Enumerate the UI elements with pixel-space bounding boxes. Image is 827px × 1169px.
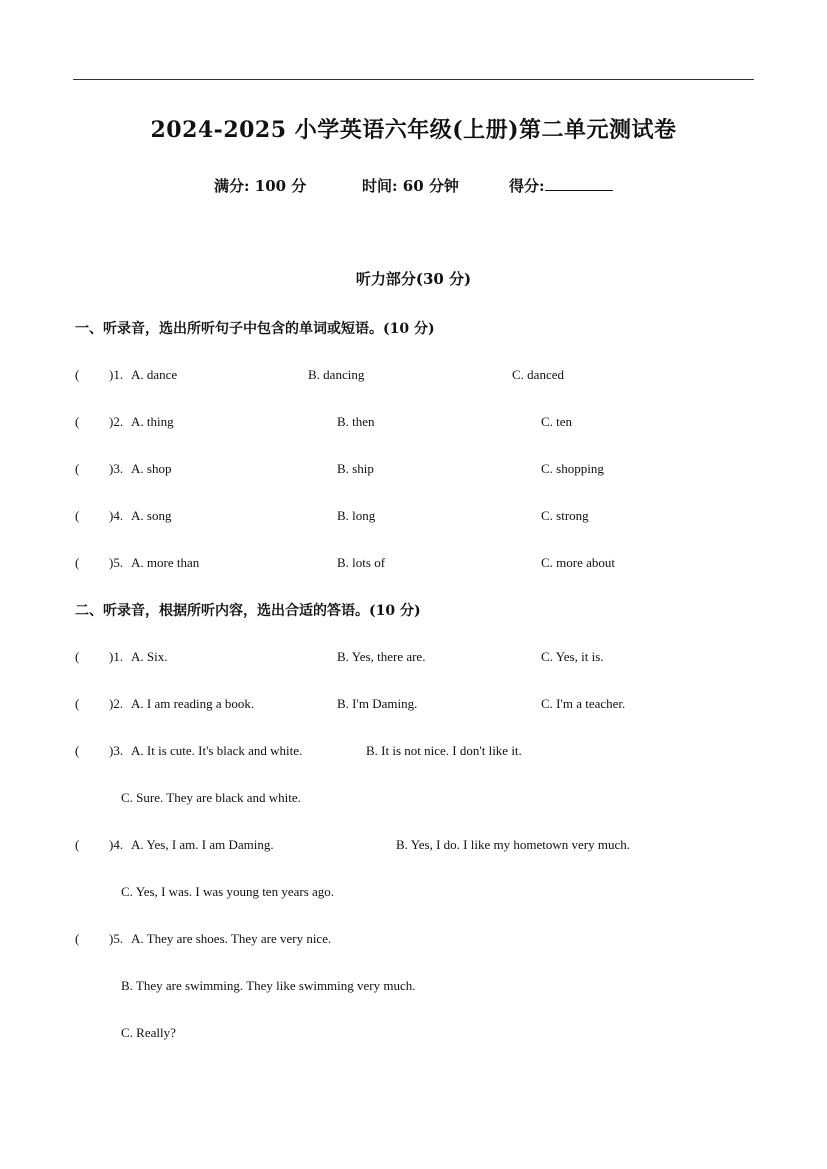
answer-paren[interactable]: ( [75, 743, 80, 758]
section-1-heading: 一、听录音，选出所听句子中包含的单词或短语。(10 分) [75, 321, 435, 337]
answer-paren[interactable]: ( [75, 461, 80, 476]
answer-paren[interactable]: ( [75, 367, 80, 382]
answer-paren[interactable]: ( [75, 931, 80, 946]
option-b: B. then [337, 414, 375, 429]
answer-paren[interactable]: ( [75, 649, 80, 664]
score-label: 得分: [509, 177, 545, 195]
question-number: )1. [109, 649, 124, 664]
option-a: A. They are shoes. They are very nice. [131, 931, 332, 946]
question-number: )1. [109, 367, 124, 382]
option-a: A. Six. [131, 649, 168, 664]
option-a: A. more than [131, 555, 200, 570]
option-b: B. They are swimming. They like swimming very much. [121, 978, 416, 993]
option-a: A. It is cute. It's black and white. [131, 743, 303, 758]
option-c: C. I'm a teacher. [541, 696, 626, 711]
option-a: A. thing [131, 414, 174, 429]
option-b: B. long [337, 508, 376, 523]
score-field [509, 175, 613, 196]
question-number: )4. [109, 508, 124, 523]
full-score: 满分: 100 分 [214, 177, 307, 195]
option-c: C. Yes, I was. I was young ten years ago. [121, 884, 335, 899]
section-2-heading: 二、听录音，根据所听内容，选出合适的答语。(10 分) [75, 603, 421, 619]
option-c: C. Really? [121, 1025, 176, 1040]
option-b: B. ship [337, 461, 374, 476]
page-title: 2024-2025 小学英语六年级(上册)第二单元测试卷 [150, 117, 677, 143]
option-a: A. song [131, 508, 172, 523]
option-b: B. It is not nice. I don't like it. [366, 743, 522, 758]
question-number: )2. [109, 414, 124, 429]
option-c: C. more about [541, 555, 616, 570]
part-title: 听力部分(30 分) [355, 270, 472, 288]
question-number: )3. [109, 743, 124, 758]
question-number: )5. [109, 931, 124, 946]
question-number: )4. [109, 837, 124, 852]
option-b: B. Yes, I do. I like my hometown very much. [396, 837, 630, 852]
option-c: C. Yes, it is. [541, 649, 604, 664]
option-a: A. dance [131, 367, 178, 382]
option-b: B. Yes, there are. [337, 649, 426, 664]
question-number: )3. [109, 461, 124, 476]
option-a: A. Yes, I am. I am Daming. [131, 837, 274, 852]
answer-paren[interactable]: ( [75, 414, 80, 429]
answer-paren[interactable]: ( [75, 555, 80, 570]
question-number: )5. [109, 555, 124, 570]
option-c: C. ten [541, 414, 573, 429]
answer-paren[interactable]: ( [75, 508, 80, 523]
option-b: B. dancing [308, 367, 365, 382]
option-c: C. strong [541, 508, 589, 523]
option-b: B. lots of [337, 555, 386, 570]
top-rule [73, 79, 754, 80]
option-a: A. I am reading a book. [131, 696, 255, 711]
time-limit: 时间: 60 分钟 [362, 177, 459, 195]
question-number: )2. [109, 696, 124, 711]
option-b: B. I'm Daming. [337, 696, 418, 711]
answer-paren[interactable]: ( [75, 696, 80, 711]
option-c: C. Sure. They are black and white. [121, 790, 301, 805]
option-a: A. shop [131, 461, 172, 476]
score-blank[interactable] [545, 176, 613, 191]
option-c: C. shopping [541, 461, 604, 476]
option-c: C. danced [512, 367, 564, 382]
answer-paren[interactable]: ( [75, 837, 80, 852]
